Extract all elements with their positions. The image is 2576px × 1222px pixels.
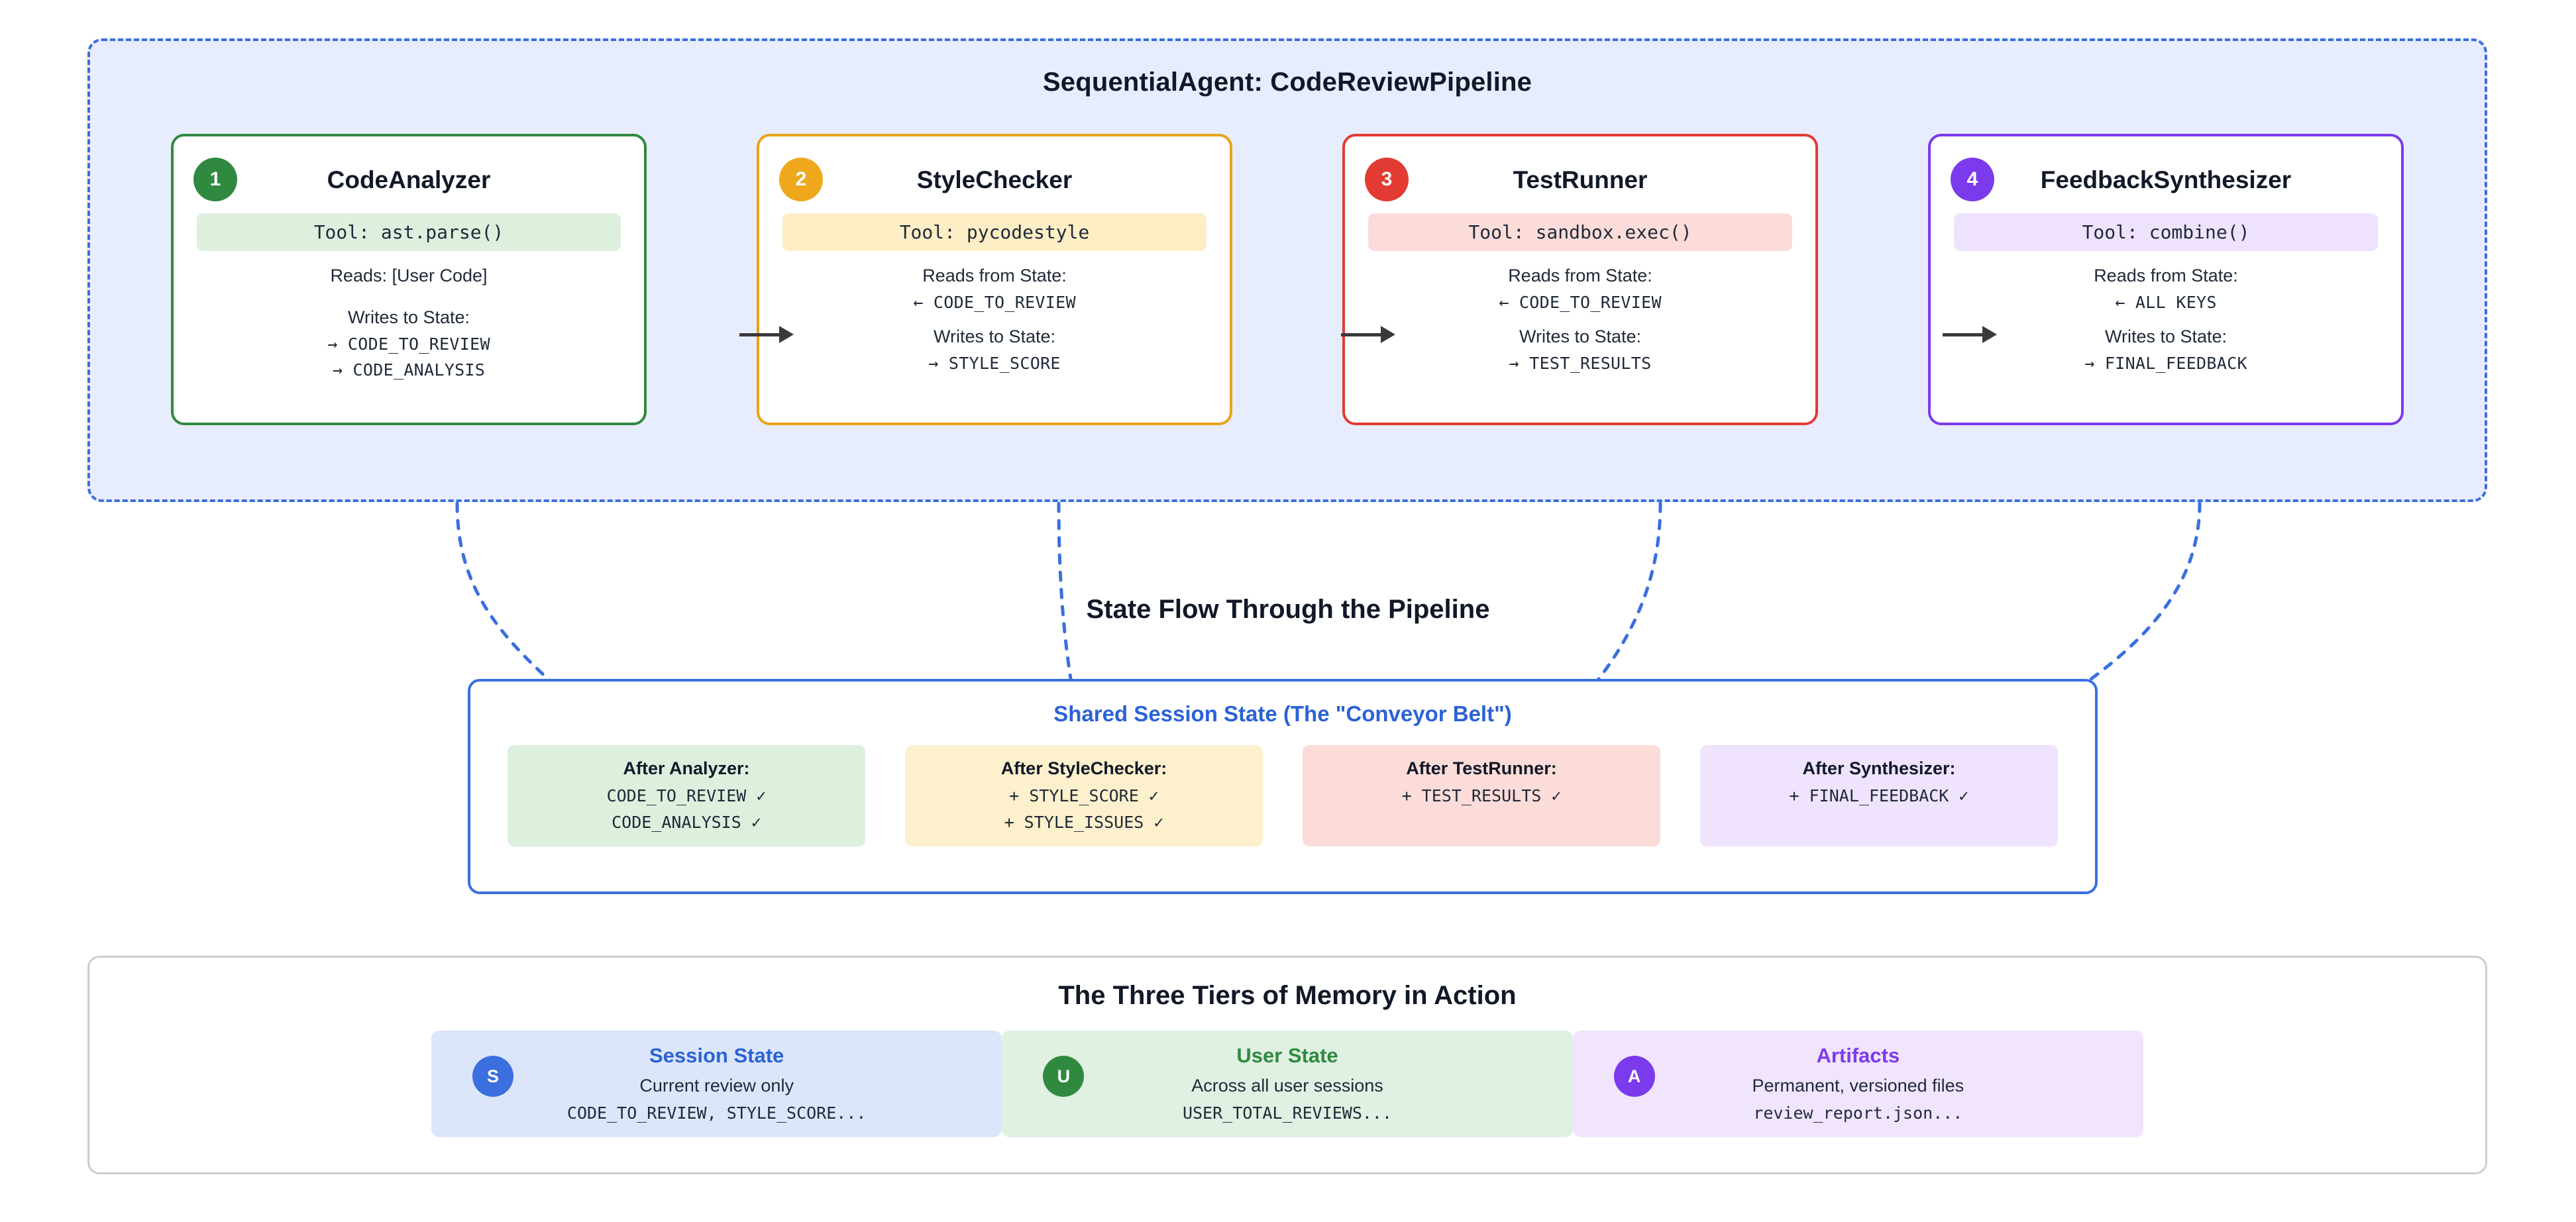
agent-step-badge: 1: [193, 158, 237, 201]
state-card-key: + FINAL_FEEDBACK ✓: [1789, 786, 1969, 805]
agent-reads-label: Reads from State:: [2094, 266, 2238, 285]
flow-arrow-1: [739, 331, 799, 338]
agent-tool-chip: Tool: sandbox.exec(): [1368, 213, 1792, 251]
agent-step-badge: 2: [779, 158, 823, 201]
agent-name: CodeAnalyzer: [327, 166, 491, 193]
agent-tool-chip: Tool: pycodestyle: [782, 213, 1207, 251]
agents-row: [90, 134, 2485, 425]
memory-tier-artifacts[interactable]: [1573, 1031, 2143, 1137]
agent-header: [1948, 151, 2384, 209]
state-card-title: After StyleChecker:: [1000, 758, 1167, 778]
agent-reads-label: Reads from State:: [922, 266, 1067, 285]
agent-writes-key: → FINAL_FEEDBACK: [2084, 354, 2247, 373]
agent-card-test-runner[interactable]: [1342, 134, 1818, 425]
session-state-badge-icon: S: [472, 1056, 513, 1097]
state-card-title: After Analyzer:: [623, 758, 750, 778]
agent-reads-key: ← CODE_TO_REVIEW: [913, 293, 1076, 312]
state-card-key: CODE_TO_REVIEW ✓: [606, 786, 767, 805]
memory-tier-session-state[interactable]: [431, 1031, 1002, 1137]
agent-card-code-analyzer[interactable]: [171, 134, 647, 425]
state-card-key: + TEST_RESULTS ✓: [1401, 786, 1562, 805]
agent-reads-label: Reads from State:: [1508, 266, 1652, 285]
state-card-title: After Synthesizer:: [1802, 758, 1956, 778]
agent-reads-key: ← CODE_TO_REVIEW: [1499, 293, 1662, 312]
agent-writes-key: → CODE_ANALYSIS: [332, 360, 486, 380]
flow-arrow-3: [1943, 331, 2002, 338]
memory-tier-title: Artifacts: [1816, 1044, 1900, 1067]
agent-name: TestRunner: [1513, 166, 1648, 193]
state-card-key: + STYLE_ISSUES ✓: [1004, 813, 1164, 832]
agent-writes-label: Writes to State:: [933, 327, 1056, 346]
agent-writes-label: Writes to State:: [347, 307, 470, 327]
agent-name: FeedbackSynthesizer: [2040, 166, 2292, 193]
state-card-after-testrunner: [1303, 745, 1660, 846]
agent-tool-chip: Tool: ast.parse(): [197, 213, 621, 251]
state-card-key: + STYLE_SCORE ✓: [1009, 786, 1159, 805]
agent-step-badge: 3: [1365, 158, 1409, 201]
state-card-title: After TestRunner:: [1406, 758, 1557, 778]
agent-header: [191, 151, 627, 209]
state-card-key: CODE_ANALYSIS ✓: [612, 813, 761, 832]
sequential-agent-pipeline: [87, 38, 2487, 502]
agent-header: [1362, 151, 1798, 209]
memory-tiers-row: [89, 1011, 2485, 1137]
memory-tier-subtitle: Current review only: [639, 1076, 794, 1095]
memory-tier-keys: CODE_TO_REVIEW, STYLE_SCORE...: [566, 1103, 867, 1123]
state-flow-title: State Flow Through the Pipeline: [1086, 595, 1490, 624]
memory-tier-title: User State: [1236, 1044, 1338, 1067]
state-card-after-synthesizer: [1700, 745, 2058, 846]
shared-session-state-panel: [468, 679, 2098, 894]
memory-tier-user-state[interactable]: [1002, 1031, 1572, 1137]
agent-writes-label: Writes to State:: [2104, 327, 2227, 346]
agent-header: [777, 151, 1212, 209]
agent-tool-chip: Tool: combine(): [1954, 213, 2378, 251]
agent-writes-key: → STYLE_SCORE: [928, 354, 1061, 373]
agent-writes-key: → CODE_TO_REVIEW: [327, 334, 490, 354]
memory-tier-title: Session State: [649, 1044, 784, 1067]
state-card-after-stylechecker: [905, 745, 1263, 846]
state-card-after-analyzer: [508, 745, 865, 846]
agent-reads-key: ← ALL KEYS: [2115, 293, 2217, 312]
agent-card-feedback-synthesizer[interactable]: [1928, 134, 2404, 425]
memory-tiers-panel: [87, 956, 2487, 1174]
memory-tier-keys: USER_TOTAL_REVIEWS...: [1182, 1103, 1393, 1123]
agent-writes-label: Writes to State:: [1519, 327, 1642, 346]
memory-tier-keys: review_report.json...: [1753, 1103, 1963, 1123]
user-state-badge-icon: U: [1043, 1056, 1084, 1097]
agent-card-style-checker[interactable]: [757, 134, 1232, 425]
shared-session-state-title: Shared Session State (The "Conveyor Belt"): [1053, 701, 1512, 726]
agent-step-badge: 4: [1951, 158, 1994, 201]
state-cards-row: [470, 727, 2095, 846]
pipeline-title: SequentialAgent: CodeReviewPipeline: [1042, 68, 1532, 97]
memory-tier-subtitle: Across all user sessions: [1191, 1076, 1383, 1095]
artifacts-badge-icon: A: [1614, 1056, 1655, 1097]
memory-tier-subtitle: Permanent, versioned files: [1752, 1076, 1964, 1095]
memory-tiers-title: The Three Tiers of Memory in Action: [1058, 981, 1517, 1010]
agent-reads-label: Reads: [User Code]: [330, 266, 488, 285]
agent-writes-key: → TEST_RESULTS: [1509, 354, 1652, 373]
flow-arrow-2: [1341, 331, 1401, 338]
agent-name: StyleChecker: [916, 166, 1073, 193]
